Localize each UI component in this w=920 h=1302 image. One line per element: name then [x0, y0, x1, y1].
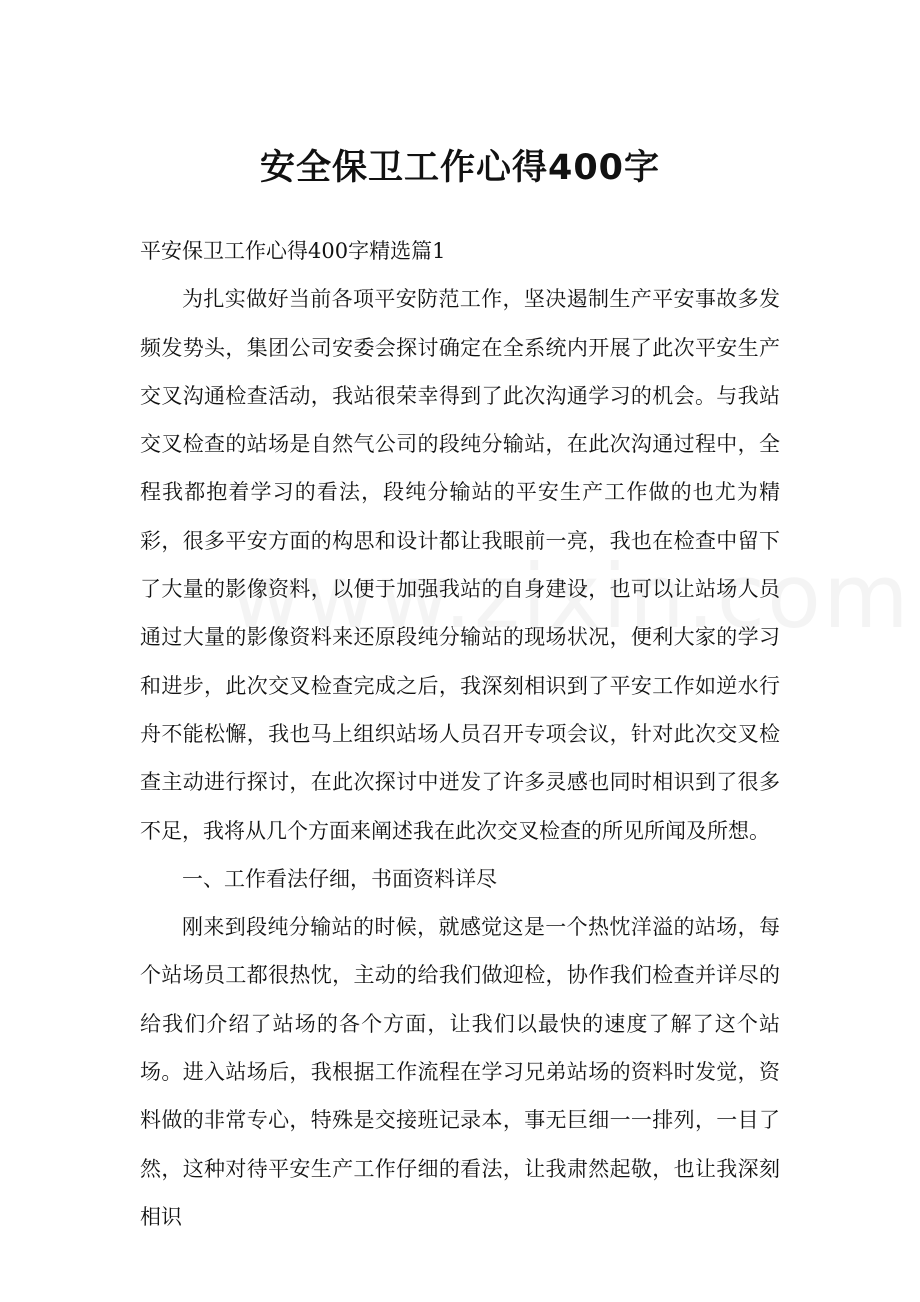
document-body: [140, 227, 780, 1241]
paragraph-section-1: 刚来到段纯分输站的时候，就感觉这是一个热忱洋溢的站场，每个站场员工都很热忱，主动的给我们做迎检，协作我们检查并详尽的给我们介绍了站场的各个方面，让我们以最快的速度了解了这个站场。进入站场后，我根据工作流程在学习兄弟站场的资料时发觉，资料做的非常专心，特殊是交接班记录本，事无巨细一一排列，一目了然，这种对待平安生产工作仔细的看法，让我肃然起敬，也让我深刻相识: [140, 915, 780, 1229]
section-subtitle: 平安保卫工作心得400字精选篇1: [140, 239, 446, 263]
section-heading-1: 一、工作看法仔细，书面资料详尽: [182, 866, 497, 891]
page-title: 安全保卫工作心得400字: [259, 148, 661, 188]
paragraph-intro: 为扎实做好当前各项平安防范工作，坚决遏制生产平安事故多发频发势头，集团公司安委会探讨确定在全系统内开展了此次平安生产交叉沟通检查活动，我站很荣幸得到了此次沟通学习的机会。与我站交叉检查的站场是自然气公司的段纯分输站，在此次沟通过程中，全程我都抱着学习的看法，段纯分输站的平安生产工作做的也尤为精彩，很多平安方面的构思和设计都让我眼前一亮，我也在检查中留下了大量的影像资料，以便于加强我站的自身建设，也可以让站场人员通过大量的影像资料来还原段纯分输站的现场状况，便利大家的学习和进步，此次交叉检查完成之后，我深刻相识到了平安工作如逆水行舟不能松懈，我也马上组织站场人员召开专项会议，针对此次交叉检查主动进行探讨，在此次探讨中迸发了许多灵感也同时相识到了很多不足，我将从几个方面来阐述我在此次交叉检查的所见所闻及所想。: [140, 287, 780, 843]
